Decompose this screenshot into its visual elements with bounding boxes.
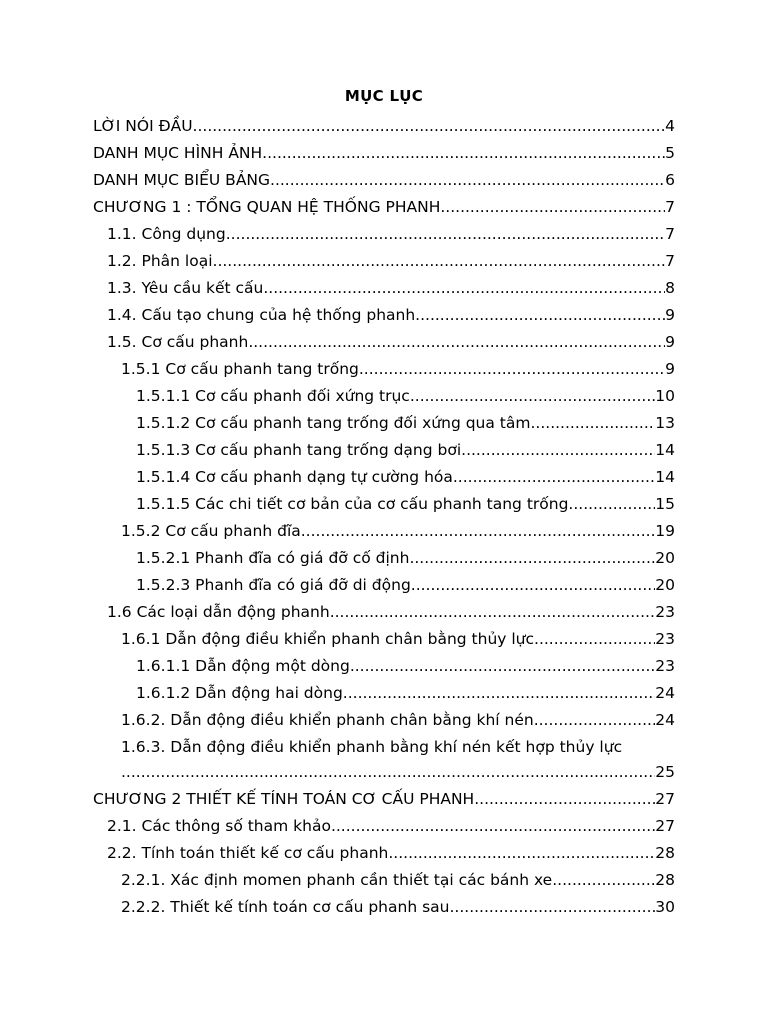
toc-entry-label: 1.4. Cấu tạo chung của hệ thống phanh: [107, 306, 416, 324]
toc-title: MỤC LỤC: [344, 87, 424, 105]
toc-entry-page: 23: [655, 657, 675, 675]
toc-entry[interactable]: [107, 332, 675, 352]
toc-entry[interactable]: [121, 521, 675, 541]
toc-entry-page: 23: [655, 630, 675, 648]
toc-entry-label: 1.5.2.1 Phanh đĩa có giá đỡ cố định: [136, 549, 410, 567]
toc-entry[interactable]: [136, 683, 675, 703]
dot-leader: [330, 602, 656, 622]
toc-entry[interactable]: [136, 656, 675, 676]
toc-entry-page: 28: [655, 871, 675, 889]
toc-entry-page: 20: [655, 549, 675, 567]
toc-entry-label: 1.6.1.2 Dẫn động hai dòng: [136, 684, 343, 702]
toc-entry-page: 4: [665, 117, 675, 135]
toc-entry-label: 1.6.1 Dẫn động điều khiển phanh chân bằng thủy lực: [121, 630, 535, 648]
dot-leader: [262, 143, 665, 163]
toc-entry[interactable]: [121, 359, 675, 379]
toc-entry-label: 1.5.1.2 Cơ cấu phanh tang trống đối xứng qua tâm: [136, 414, 531, 432]
toc-entry-label: DANH MỤC BIỂU BẢNG: [93, 171, 271, 189]
toc-entry[interactable]: [136, 575, 675, 595]
toc-entry-label: 1.5. Cơ cấu phanh: [107, 333, 249, 351]
toc-entry[interactable]: [107, 278, 675, 298]
toc-entry-label: 1.6.1.1 Dẫn động một dòng: [136, 657, 350, 675]
toc-entry-page: 30: [655, 898, 675, 916]
toc-entry-label: 1.6.2. Dẫn động điều khiển phanh chân bằng khí nén: [121, 711, 534, 729]
dot-leader: [226, 224, 665, 244]
dot-leader: [301, 521, 656, 541]
dot-leader: [440, 197, 665, 217]
toc-entry-label: 2.2.1. Xác định momen phanh cần thiết tại các bánh xe: [121, 871, 553, 889]
dot-leader: [213, 251, 666, 271]
toc-entry-page: 24: [655, 684, 675, 702]
toc-entry-label: CHƯƠNG 1 : TỔNG QUAN HỆ THỐNG PHANH: [93, 198, 441, 216]
toc-entry-label: CHƯƠNG 2 THIẾT KẾ TÍNH TOÁN CƠ CẤU PHANH: [93, 790, 475, 808]
toc-entry[interactable]: [107, 602, 675, 622]
toc-entry-label: 1.5.1.4 Cơ cấu phanh dạng tự cường hóa: [136, 468, 453, 486]
dot-leader: [410, 386, 655, 406]
toc-entry-label: 1.5.1.5 Các chi tiết cơ bản của cơ cấu phanh tang trống: [136, 495, 569, 513]
toc-entry[interactable]: [121, 897, 675, 917]
toc-entry-page: 7: [665, 252, 675, 270]
dot-leader: [461, 440, 655, 460]
toc-entry-page: 7: [665, 225, 675, 243]
toc-entry-label: LỜI NÓI ĐẦU: [93, 117, 193, 135]
toc-entry[interactable]: [121, 629, 675, 649]
toc-entry[interactable]: [93, 789, 675, 809]
toc-entry[interactable]: [136, 494, 675, 514]
toc-entry-label: 1.5.1.3 Cơ cấu phanh tang trống dạng bơi: [136, 441, 462, 459]
toc-entry[interactable]: [136, 548, 675, 568]
toc-entry-page: 19: [655, 522, 675, 540]
toc-entry[interactable]: [121, 870, 675, 890]
toc-entry-label: 1.5.1 Cơ cấu phanh tang trống: [121, 360, 359, 378]
dot-leader: [411, 575, 655, 595]
toc-entry-page: 27: [655, 790, 675, 808]
toc-entry-label: 1.5.2 Cơ cấu phanh đĩa: [121, 522, 301, 540]
toc-entry[interactable]: [107, 224, 675, 244]
toc-entry-page: 8: [665, 279, 675, 297]
toc-entry-label: 2.1. Các thông số tham khảo: [107, 817, 331, 835]
dot-leader: [534, 710, 656, 730]
dot-leader: [531, 413, 656, 433]
toc-entry-page: 9: [665, 306, 675, 324]
toc-entry-label-wrapped[interactable]: 1.6.3. Dẫn động điều khiển phanh bằng khí nén kết hợp thủy lực: [121, 738, 623, 756]
dot-leader: [453, 467, 655, 487]
toc-entry-label: 2.2. Tính toán thiết kế cơ cấu phanh: [107, 844, 389, 862]
dot-leader: [568, 494, 655, 514]
dot-leader: [388, 843, 655, 863]
toc-entry-page: 25: [655, 763, 675, 781]
toc-entry-page: 7: [665, 198, 675, 216]
toc-entry-label: 1.2. Phân loại: [107, 252, 213, 270]
dot-leader: [121, 762, 655, 782]
toc-entry-page: 20: [655, 576, 675, 594]
dot-leader: [449, 897, 655, 917]
toc-entry[interactable]: [136, 467, 675, 487]
toc-entry-page: 9: [665, 333, 675, 351]
toc-entry[interactable]: [93, 170, 675, 190]
toc-entry[interactable]: [93, 116, 675, 136]
toc-entry-label: 1.1. Công dụng: [107, 225, 226, 243]
dot-leader: [552, 870, 655, 890]
dot-leader: [474, 789, 655, 809]
toc-entry-label: 1.5.1.1 Cơ cấu phanh đối xứng trục: [136, 387, 410, 405]
toc-entry-page: 14: [655, 468, 675, 486]
dot-leader: [331, 816, 655, 836]
dot-leader: [343, 683, 655, 703]
dot-leader: [409, 548, 655, 568]
toc-entry-page: 10: [655, 387, 675, 405]
toc-entry-page: 27: [655, 817, 675, 835]
toc-entry[interactable]: [93, 143, 675, 163]
toc-entry-label: 1.3. Yêu cầu kết cấu: [107, 279, 264, 297]
toc-entry-page: 13: [655, 414, 675, 432]
dot-leader: [270, 170, 665, 190]
dot-leader: [359, 359, 665, 379]
toc-entry-page: 23: [655, 603, 675, 621]
toc-entry[interactable]: [107, 251, 675, 271]
toc-entry-label: 2.2.2. Thiết kế tính toán cơ cấu phanh sau: [121, 898, 450, 916]
dot-leader: [248, 332, 665, 352]
toc-entry[interactable]: [136, 440, 675, 460]
toc-entry-continuation[interactable]: [121, 762, 675, 782]
dot-leader: [415, 305, 665, 325]
toc-entry-page: 14: [655, 441, 675, 459]
toc-entry-page: 9: [665, 360, 675, 378]
toc-entry-label: DANH MỤC HÌNH ẢNH: [93, 144, 263, 162]
toc-entry-label: 1.6 Các loại dẫn động phanh: [107, 603, 330, 621]
toc-entry[interactable]: [136, 386, 675, 406]
dot-leader: [534, 629, 655, 649]
dot-leader: [350, 656, 655, 676]
toc-entry[interactable]: [136, 413, 675, 433]
toc-entry-page: 6: [665, 171, 675, 189]
toc-entry[interactable]: [107, 816, 675, 836]
dot-leader: [193, 116, 666, 136]
toc-entry[interactable]: [93, 197, 675, 217]
toc-entry-page: 24: [655, 711, 675, 729]
toc-entry[interactable]: [121, 710, 675, 730]
toc-entry[interactable]: [107, 305, 675, 325]
toc-entry-page: 5: [665, 144, 675, 162]
dot-leader: [263, 278, 665, 298]
toc-entry-page: 28: [655, 844, 675, 862]
toc-entry-page: 15: [655, 495, 675, 513]
toc-entry[interactable]: [107, 843, 675, 863]
toc-entry-label: 1.5.2.3 Phanh đĩa có giá đỡ di động: [136, 576, 411, 594]
